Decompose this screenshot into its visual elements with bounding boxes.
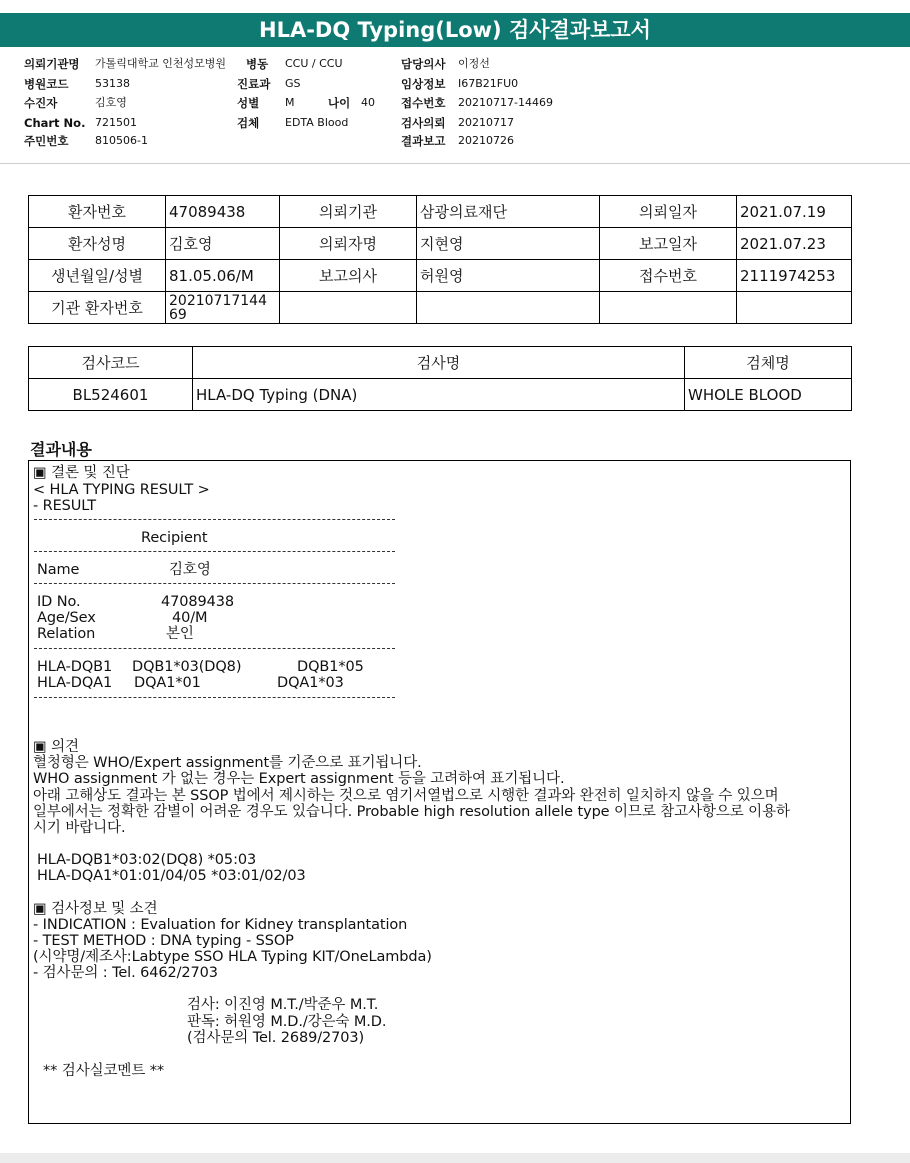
report-title: HLA-DQ Typing(Low) 검사결과보고서 [0, 13, 910, 47]
dashed-divider [34, 551, 395, 552]
dashed-divider [34, 697, 395, 698]
dqb1-allele-1: DQB1*03(DQ8) [132, 659, 242, 675]
sex-label: 성별 [237, 96, 260, 110]
table-cell [417, 292, 600, 324]
patient-info-table [28, 195, 852, 324]
opinion-heading: ▣ 의견 [33, 739, 79, 755]
specimen-value: EDTA Blood [285, 116, 349, 129]
chart-value: 721501 [95, 116, 137, 129]
ward-value: CCU / CCU [285, 57, 343, 70]
result-section-title: 결과내용 [30, 440, 92, 459]
relation-value: 본인 [166, 626, 194, 642]
dqa1-allele-2: DQA1*03 [277, 675, 344, 691]
table-row [29, 260, 852, 292]
table-header-cell: 검사명 [193, 347, 685, 379]
table-cell: 의뢰기관 [280, 196, 417, 228]
table-cell: 2021.07.23 [737, 228, 852, 260]
agesex-value: 40/M [172, 610, 208, 626]
table-row [29, 196, 852, 228]
table-cell: WHOLE BLOOD [685, 379, 852, 411]
test-table [28, 346, 852, 411]
inst-patient-no-line1: 20210717144 [169, 293, 267, 309]
table-cell: 보고의사 [280, 260, 417, 292]
table-header-cell: 검사코드 [29, 347, 193, 379]
hosp-code-label: 병원코드 [24, 77, 69, 91]
info-heading: ▣ 검사정보 및 소견 [33, 901, 158, 917]
table-cell: 허원영 [417, 260, 600, 292]
table-cell: 2021.07.19 [737, 196, 852, 228]
patient-label: 수진자 [24, 96, 58, 110]
accession-label: 접수번호 [401, 96, 446, 110]
info-line: - INDICATION : Evaluation for Kidney transplantation [33, 917, 408, 933]
req-date-value: 20210717 [458, 116, 514, 129]
table-cell: 접수번호 [600, 260, 737, 292]
table-cell: 삼광의료재단 [417, 196, 600, 228]
result-label: - RESULT [33, 498, 97, 514]
inst-patient-no-cell [166, 292, 280, 324]
conclusion-heading: ▣ 결론 및 진단 [33, 465, 130, 481]
opinion-line: 아래 고해상도 결과는 본 SSOP 법에서 제시하는 것으로 염기서열법으로 시행한 결과와 완전히 일치하지 않을 수 있으며 [33, 788, 779, 804]
typing-heading: < HLA TYPING RESULT > [33, 482, 210, 498]
dqa1-label: HLA-DQA1 [37, 675, 113, 691]
relation-label: Relation [37, 626, 96, 642]
header-divider [0, 163, 910, 164]
table-cell: 기관 환자번호 [29, 292, 166, 324]
report-date-value: 20210726 [458, 134, 514, 147]
dept-value: GS [285, 77, 301, 90]
dqb1-allele-2: DQB1*05 [297, 659, 364, 675]
chart-label: Chart No. [24, 116, 86, 130]
doctor-value: 이정선 [458, 57, 490, 70]
table-cell: 47089438 [166, 196, 280, 228]
agesex-label: Age/Sex [37, 610, 96, 626]
name-label: Name [37, 562, 80, 578]
table-cell: 보고일자 [600, 228, 737, 260]
dqa1-allele-1: DQA1*01 [134, 675, 201, 691]
table-header-cell: 검체명 [685, 347, 852, 379]
doctor-label: 담당의사 [401, 57, 446, 71]
info-line: - TEST METHOD : DNA typing - SSOP [33, 933, 294, 949]
staff-line: (검사문의 Tel. 2689/2703) [187, 1030, 365, 1046]
req-org-label: 의뢰기관명 [24, 57, 80, 71]
dashed-divider [34, 648, 395, 649]
table-cell: 환자성명 [29, 228, 166, 260]
specimen-label: 검체 [237, 116, 260, 130]
hosp-code-value: 53138 [95, 77, 130, 90]
report-date-label: 결과보고 [401, 134, 446, 148]
table-cell: 지현영 [417, 228, 600, 260]
table-row [29, 292, 852, 324]
age-label: 나이 [328, 96, 351, 110]
info-line: - 검사문의 : Tel. 6462/2703 [33, 965, 218, 981]
table-cell [280, 292, 417, 324]
highres-dqb1: HLA-DQB1*03:02(DQ8) *05:03 [37, 852, 257, 868]
dept-label: 진료과 [237, 77, 271, 91]
table-cell: 생년월일/성별 [29, 260, 166, 292]
req-date-label: 검사의뢰 [401, 116, 446, 130]
rrn-value: 810506-1 [95, 134, 148, 147]
opinion-line: 일부에서는 정확한 감별이 어려운 경우도 있습니다. Probable high resolution allele type 이므로 참고사항으로 이용하 [33, 804, 790, 820]
info-line: (시약명/제조사:Labtype SSO HLA Typing KIT/OneLambda) [33, 949, 432, 965]
table-cell: HLA-DQ Typing (DNA) [193, 379, 685, 411]
result-content-box [28, 460, 851, 1124]
id-label: ID No. [37, 594, 81, 610]
lab-comment: ** 검사실코멘트 ** [43, 1063, 165, 1079]
age-value: 40 [361, 96, 375, 109]
clinical-label: 임상정보 [401, 77, 446, 91]
table-cell: 2111974253 [737, 260, 852, 292]
table-row [29, 228, 852, 260]
inst-patient-no-line2: 69 [169, 307, 187, 323]
highres-dqa1: HLA-DQA1*01:01/04/05 *03:01/02/03 [37, 868, 306, 884]
rrn-label: 주민번호 [24, 134, 69, 148]
req-org-value: 가톨릭대학교 인천성모병원 [95, 57, 227, 70]
table-cell: 환자번호 [29, 196, 166, 228]
sex-value: M [285, 96, 295, 109]
clinical-value: I67B21FU0 [458, 77, 519, 90]
table-cell: 김호영 [166, 228, 280, 260]
recipient-heading: Recipient [141, 530, 208, 546]
dashed-divider [34, 519, 395, 520]
table-row [29, 379, 852, 411]
staff-line: 검사: 이진영 M.T./박준우 M.T. [187, 997, 379, 1013]
opinion-line: 시기 바랍니다. [33, 820, 126, 836]
table-cell: 81.05.06/M [166, 260, 280, 292]
accession-value: 20210717-14469 [458, 96, 553, 109]
table-header-row [29, 347, 852, 379]
page-bottom-band [0, 1153, 910, 1163]
table-cell: BL524601 [29, 379, 193, 411]
dashed-divider [34, 583, 395, 584]
dqb1-label: HLA-DQB1 [37, 659, 113, 675]
staff-line: 판독: 허원영 M.D./강은숙 M.D. [187, 1014, 387, 1030]
opinion-line: WHO assignment 가 없는 경우는 Expert assignment 등을 고려하여 표기됩니다. [33, 771, 565, 787]
table-cell: 의뢰자명 [280, 228, 417, 260]
table-cell: 의뢰일자 [600, 196, 737, 228]
opinion-line: 혈청형은 WHO/Expert assignment를 기준으로 표기됩니다. [33, 755, 422, 771]
name-value: 김호영 [169, 562, 211, 578]
patient-value: 김호영 [95, 96, 127, 109]
id-value: 47089438 [161, 594, 235, 610]
table-cell [737, 292, 852, 324]
ward-label: 병동 [246, 57, 269, 71]
table-cell [600, 292, 737, 324]
